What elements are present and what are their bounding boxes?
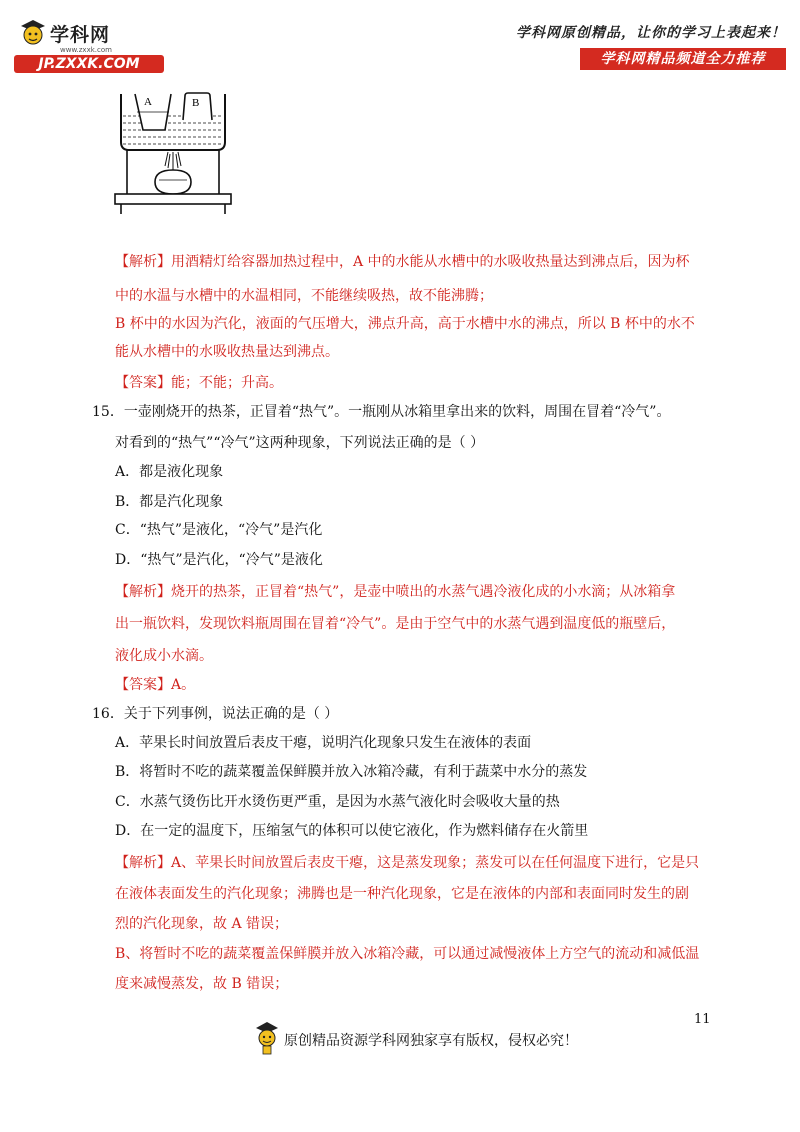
answer-line: 【答案】能；不能；升高。 (115, 375, 283, 391)
option-c: C．“热气”是液化，“冷气”是汽化 (115, 522, 323, 538)
option-d: D．在一定的温度下，压缩氢气的体积可以使它液化，作为燃料储存在火箭里 (115, 823, 589, 839)
explanation-line: B 杯中的水因为汽化，液面的气压增大，沸点升高，高于水槽中水的沸点，所以 B 杯中的水不 (115, 316, 695, 332)
question-16-stem: 16．关于下列事例，说法正确的是（ ） (92, 706, 339, 722)
explanation-line: 【解析】A、苹果长时间放置后表皮干瘪，这是蒸发现象；蒸发可以在任何温度下进行，它是只 (115, 855, 700, 871)
cup-a-label: A (144, 96, 152, 108)
header-slogan: 学科网原创精品，让你的学习上表起来！ (516, 25, 786, 41)
mascot-icon (18, 18, 48, 48)
explanation-line: 【解析】烧开的热茶，正冒着“热气”，是壶中喷出的水蒸气遇冷液化成的小水滴；从冰箱拿 (115, 584, 676, 600)
explanation-line: 能从水槽中的水吸收热量达到沸点。 (115, 344, 339, 360)
explanation-line: 烈的汽化现象，故 A 错误； (115, 916, 289, 932)
copyright-notice: 原创精品资源学科网独家享有版权，侵权必究！ (284, 1033, 578, 1049)
option-a: A．都是液化现象 (115, 464, 224, 480)
explanation-line: B、将暂时不吃的蔬菜覆盖保鲜膜并放入冰箱冷藏，可以通过减慢液体上方空气的流动和减低温 (115, 946, 700, 962)
option-b: B．都是汽化现象 (115, 494, 224, 510)
option-d: D．“热气”是汽化，“冷气”是液化 (115, 552, 323, 568)
cup-b-label: B (192, 97, 200, 109)
mascot-icon (254, 1020, 280, 1056)
explanation-line: 液化成小水滴。 (115, 648, 213, 664)
logo-domain: JP.ZXXK.COM (14, 55, 164, 73)
boiling-apparatus-figure (113, 90, 233, 226)
explanation-line: 出一瓶饮料，发现饮料瓶周围在冒着“冷气”。是由于空气中的水蒸气遇到温度低的瓶壁后， (115, 616, 676, 632)
explanation-line: 【解析】用酒精灯给容器加热过程中，A 中的水能从水槽中的水吸收热量达到沸点后，因为杯 (115, 254, 690, 270)
explanation-line: 在液体表面发生的汽化现象；沸腾也是一种汽化现象，它是在液体的内部和表面同时发生的剧 (115, 886, 689, 902)
channel-banner[interactable]: 学科网精品频道全力推荐 (580, 48, 786, 70)
option-a: A．苹果长时间放置后表皮干瘪，说明汽化现象只发生在液体的表面 (115, 735, 532, 751)
logo-url: www.zxxk.com (60, 46, 112, 54)
option-b: B．将暂时不吃的蔬菜覆盖保鲜膜并放入冰箱冷藏，有利于蔬菜中水分的蒸发 (115, 764, 588, 780)
zxxk-logo[interactable] (12, 14, 162, 74)
explanation-line: 度来减慢蒸发，故 B 错误； (115, 976, 289, 992)
question-15-stem: 15．一壶刚烧开的热茶，正冒着“热气”。一瓶刚从冰箱里拿出来的饮料，周围在冒着“冷气”。 (92, 404, 671, 420)
logo-text: 学科网 (50, 24, 111, 46)
answer-line: 【答案】A。 (115, 677, 196, 693)
option-c: C．水蒸气烫伤比开水烫伤更严重，是因为水蒸气液化时会吸收大量的热 (115, 794, 560, 810)
question-15-stem: 对看到的“热气”“冷气”这两种现象，下列说法正确的是（ ） (115, 435, 485, 451)
page-number: 11 (694, 1012, 711, 1027)
explanation-line: 中的水温与水槽中的水温相同，不能继续吸热，故不能沸腾； (115, 288, 493, 304)
